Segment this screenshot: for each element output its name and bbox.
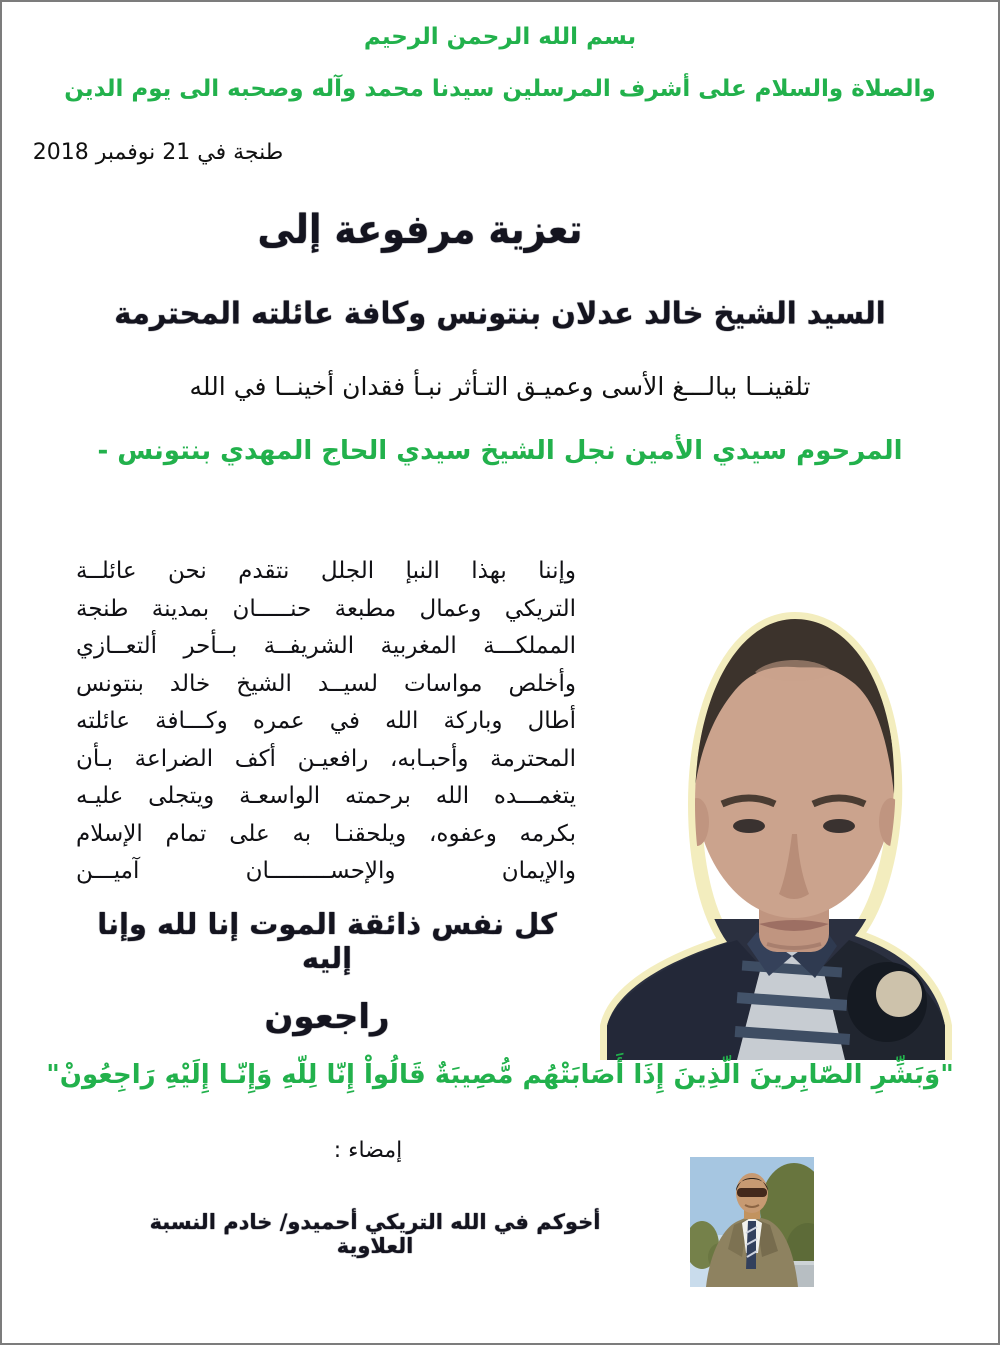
body-line: بكرمه وعفوه، ويلحقنـا به على تمام الإسلام <box>76 820 576 847</box>
signature-label: إمضاء : <box>333 1138 403 1163</box>
deceased-name-line: المرحوم سيدي الأمين نجل الشيخ سيدي الحاج المهدي بنتونس - <box>97 436 903 466</box>
place-date-line: طنجة في 21 نوفمبر 2018 <box>32 140 284 165</box>
signature-name-line: أخوكم في الله التريكي أحميدو/ خادم النسبة العلاوية <box>149 1210 601 1258</box>
quran-verse-line: "وَبَشِّرِ الصّابِرينَ الّذِينَ إِذَا أَصَابَتْهُم مُّصِيبَةٌ قَالُواْ إِنّا لِلّهِ وَإِنّـا إِلَيْهِ رَاجِعُونْ" <box>46 1060 954 1090</box>
deceased-portrait-illustration <box>587 564 961 1060</box>
blessing-line: والصلاة والسلام على أشرف المرسلين سيدنا محمد وآله وصحبه الى يوم الدين <box>64 76 936 102</box>
signatory-photo <box>690 1157 814 1287</box>
dua-verse-line1: كل نفس ذائقة الموت إنا لله وإنا إليه <box>97 907 557 975</box>
body-line: والإيمان والإحســـــــــان آميـــن <box>76 858 576 884</box>
body-line: المحترمة وأحبـابه، رافعيـن أكف الضراعة بـأن <box>76 745 576 772</box>
body-line: وأخلص مواسات لسيــد الشيخ خالد بنتونس <box>76 670 576 697</box>
condolence-title: تعزية مرفوعة إلى <box>257 206 583 253</box>
dua-verse-line2: راجعون <box>264 997 390 1037</box>
condolence-body-paragraph <box>76 553 576 891</box>
body-line: أطال وباركة الله في عمره وكـــافة عائلته <box>76 708 576 734</box>
deceased-portrait-photo <box>587 564 961 1060</box>
body-line: التريكي وعمال مطبعة حنـــــان بمدينة طنجة <box>76 595 576 622</box>
basmala-line: بسم الله الرحمن الرحيم <box>363 24 637 50</box>
body-line: يتغمـــده الله برحمته الواسعـة ويتجلى عليـه <box>76 783 576 809</box>
body-line: المملكـــة المغربية الشريفــة بــأحر ألتعــازي <box>76 633 576 659</box>
body-line: وإننا بهذا النبإ الجلل نتقدم نحن عائلــة <box>76 558 576 584</box>
announcement-intro: تلقينــا ببالـــغ الأسى وعميـق التـأثر نبـأ فقدان أخينــا في الله <box>189 372 811 401</box>
addressee-title: السيد الشيخ خالد عدلان بنتونس وكافة عائلته المحترمة <box>114 295 886 331</box>
signatory-photo-illustration <box>690 1157 814 1287</box>
